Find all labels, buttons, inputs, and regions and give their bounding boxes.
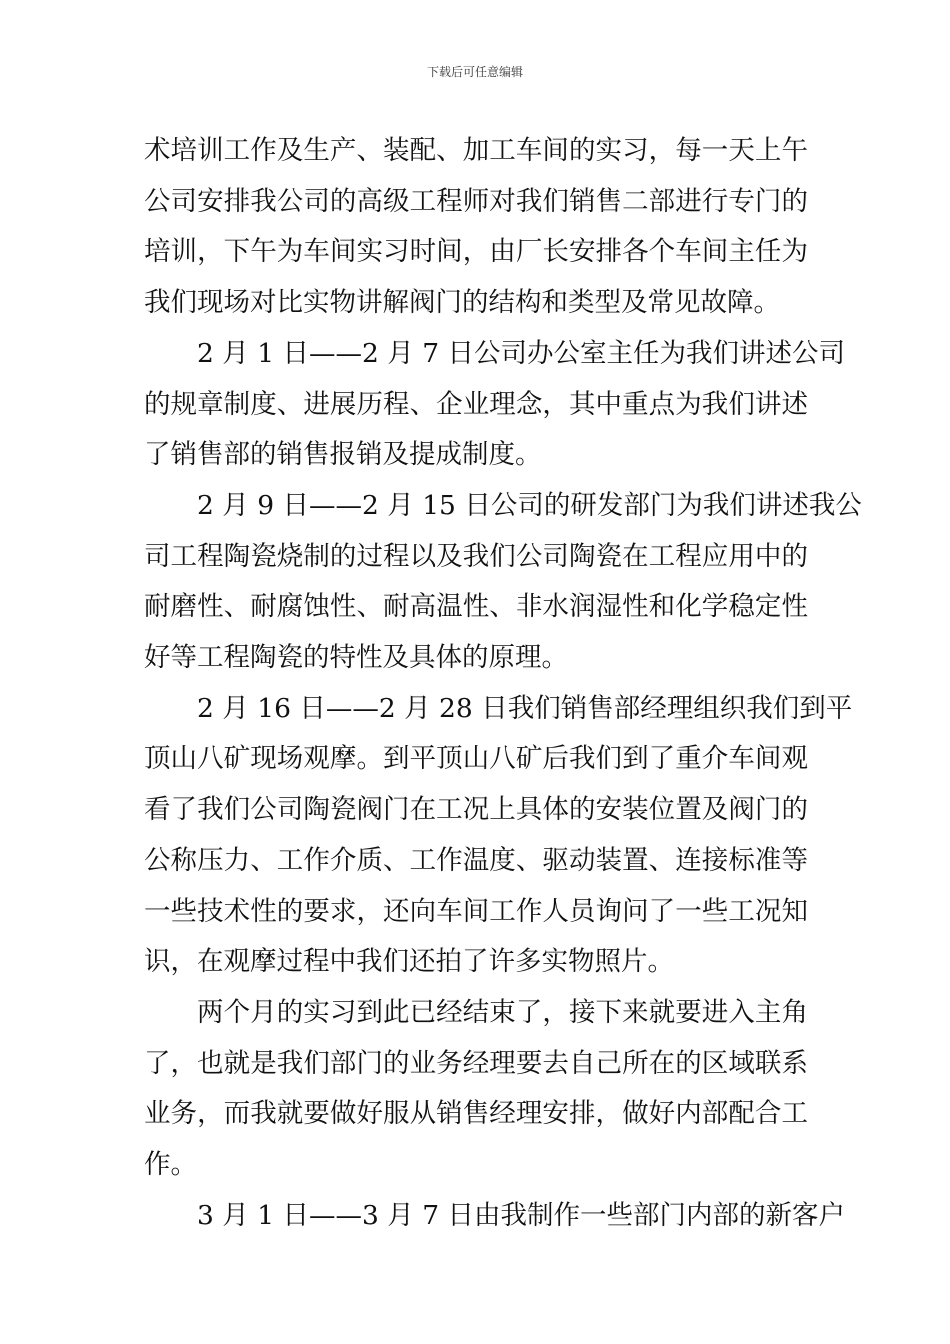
text-line: 识，在观摩过程中我们还拍了许多实物照片。 <box>144 946 674 978</box>
paragraph <box>144 1191 845 1242</box>
paragraph <box>144 126 808 329</box>
text-line: 看了我们公司陶瓷阀门在工况上具体的安装位置及阀门的 <box>144 794 808 826</box>
paragraph <box>144 988 808 1191</box>
text-line: 公司安排我公司的高级工程师对我们销售二部进行专门的 <box>144 185 808 217</box>
paragraph <box>144 481 862 684</box>
text-line: 公称压力、工作介质、工作温度、驱动装置、连接标准等 <box>144 844 808 876</box>
text-line: 了，也就是我们部门的业务经理要去自己所在的区域联系 <box>144 1047 808 1079</box>
text-line: 术培训工作及生产、装配、加工车间的实习，每一天上午 <box>144 135 808 166</box>
text-line: 耐磨性、耐腐蚀性、耐高温性、非水润湿性和化学稳定性 <box>144 591 808 623</box>
text-line: 我们现场对比实物讲解阀门的结构和类型及常见故障。 <box>144 287 780 319</box>
text-line: 的规章制度、进展历程、企业理念，其中重点为我们讲述 <box>144 388 808 420</box>
page-header-note: 下载后可任意编辑 <box>426 65 523 79</box>
text-line: 了销售部的销售报销及提成制度。 <box>144 439 542 471</box>
text-line: 顶山八矿现场观摩。到平顶山八矿后我们到了重介车间观 <box>144 743 808 775</box>
text-line: 业务，而我就要做好服从销售经理安排，做好内部配合工 <box>144 1098 808 1130</box>
text-line: 2 月 9 日——2 月 15 日公司的研发部门为我们讲述我公 <box>197 489 862 521</box>
text-line: 好等工程陶瓷的特性及具体的原理。 <box>144 642 568 674</box>
text-line: 培训，下午为车间实习时间，由厂长安排各个车间主任为 <box>144 236 808 268</box>
paragraph <box>144 329 845 481</box>
paragraph <box>144 684 853 988</box>
text-line: 两个月的实习到此已经结束了，接下来就要进入主角 <box>197 996 808 1028</box>
text-line: 3 月 1 日——3 月 7 日由我制作一些部门内部的新客户 <box>197 1199 845 1231</box>
text-line: 2 月 1 日——2 月 7 日公司办公室主任为我们讲述公司 <box>197 337 845 369</box>
text-line: 一些技术性的要求，还向车间工作人员询问了一些工况知 <box>144 895 808 927</box>
text-line: 作。 <box>144 1149 197 1181</box>
document-body <box>144 126 862 1241</box>
text-line: 司工程陶瓷烧制的过程以及我们公司陶瓷在工程应用中的 <box>144 540 808 572</box>
text-line: 2 月 16 日——2 月 28 日我们销售部经理组织我们到平 <box>197 692 853 724</box>
